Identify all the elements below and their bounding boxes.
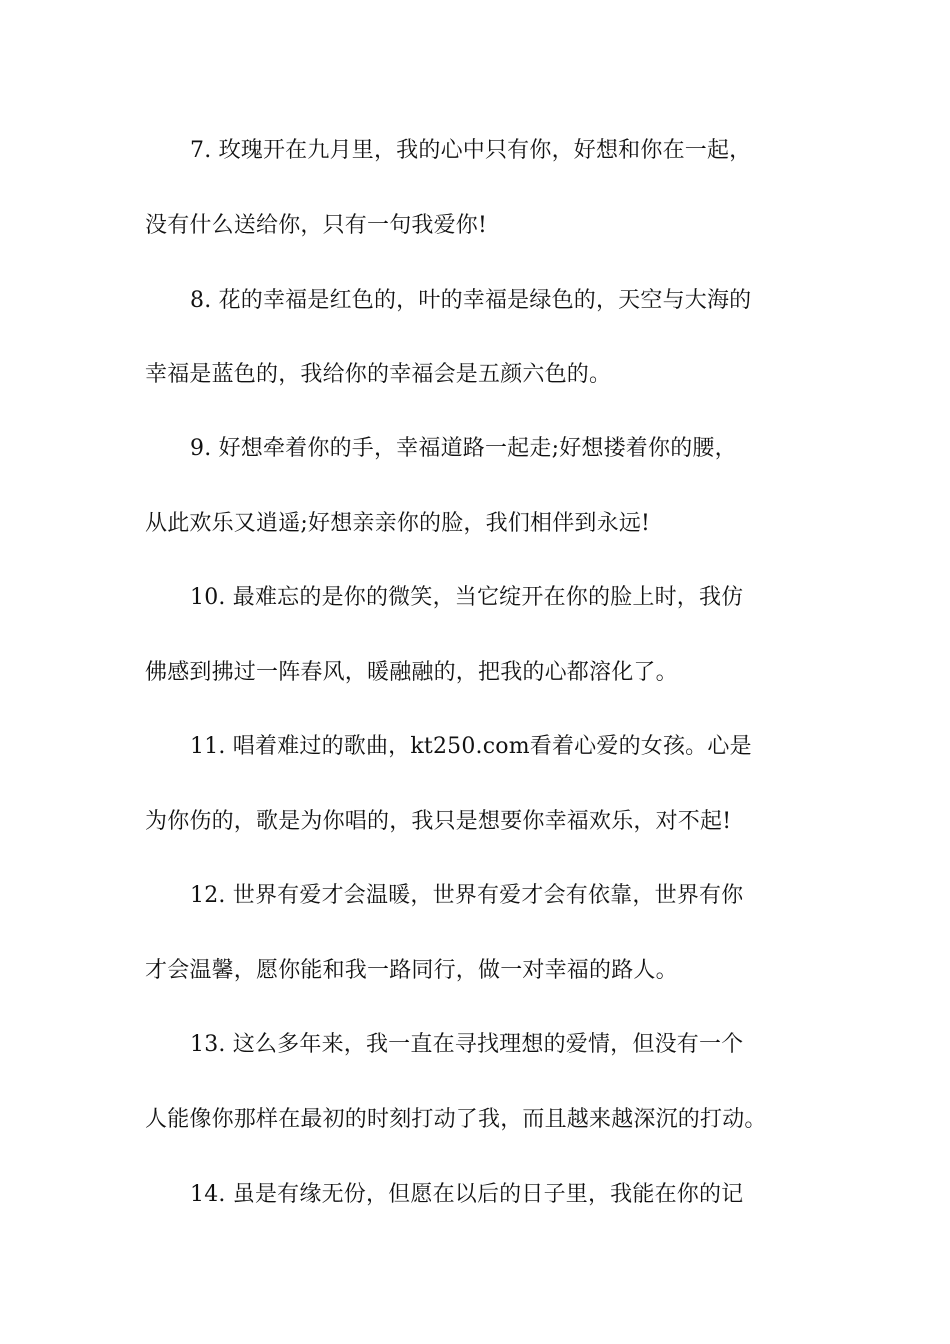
paragraph-11-line-1: 11. 唱着难过的歌曲，kt250.com看着心爱的女孩。心是 (190, 734, 752, 759)
paragraph-12-line-2: 才会温馨，愿你能和我一路同行，做一对幸福的路人。 (145, 958, 678, 983)
paragraph-10-line-1: 10. 最难忘的是你的微笑，当它绽开在你的脸上时，我仿 (190, 585, 744, 610)
paragraph-13-line-2: 人能像你那样在最初的时刻打动了我，而且越来越深沉的打动。 (145, 1107, 767, 1132)
paragraph-13-line-1: 13. 这么多年来，我一直在寻找理想的爱情，但没有一个 (190, 1032, 744, 1057)
paragraph-7-line-2: 没有什么送给你，只有一句我爱你! (145, 213, 488, 238)
paragraph-10-line-2: 佛感到拂过一阵春风，暖融融的，把我的心都溶化了。 (145, 660, 678, 685)
paragraph-9-line-1: 9. 好想牵着你的手，幸福道路一起走;好想搂着你的腰， (190, 436, 737, 461)
paragraph-9-line-2: 从此欢乐又逍遥;好想亲亲你的脸，我们相伴到永远! (145, 511, 651, 536)
paragraph-7-line-1: 7. 玫瑰开在九月里，我的心中只有你，好想和你在一起， (190, 138, 752, 163)
paragraph-14-line-1: 14. 虽是有缘无份，但愿在以后的日子里，我能在你的记 (190, 1182, 744, 1207)
paragraph-8-line-2: 幸福是蓝色的，我给你的幸福会是五颜六色的。 (145, 362, 612, 387)
paragraph-12-line-1: 12. 世界有爱才会温暖，世界有爱才会有依靠，世界有你 (190, 883, 744, 908)
paragraph-11-line-2: 为你伤的，歌是为你唱的，我只是想要你幸福欢乐，对不起! (145, 809, 732, 834)
paragraph-8-line-1: 8. 花的幸福是红色的，叶的幸福是绿色的，天空与大海的 (190, 288, 752, 313)
